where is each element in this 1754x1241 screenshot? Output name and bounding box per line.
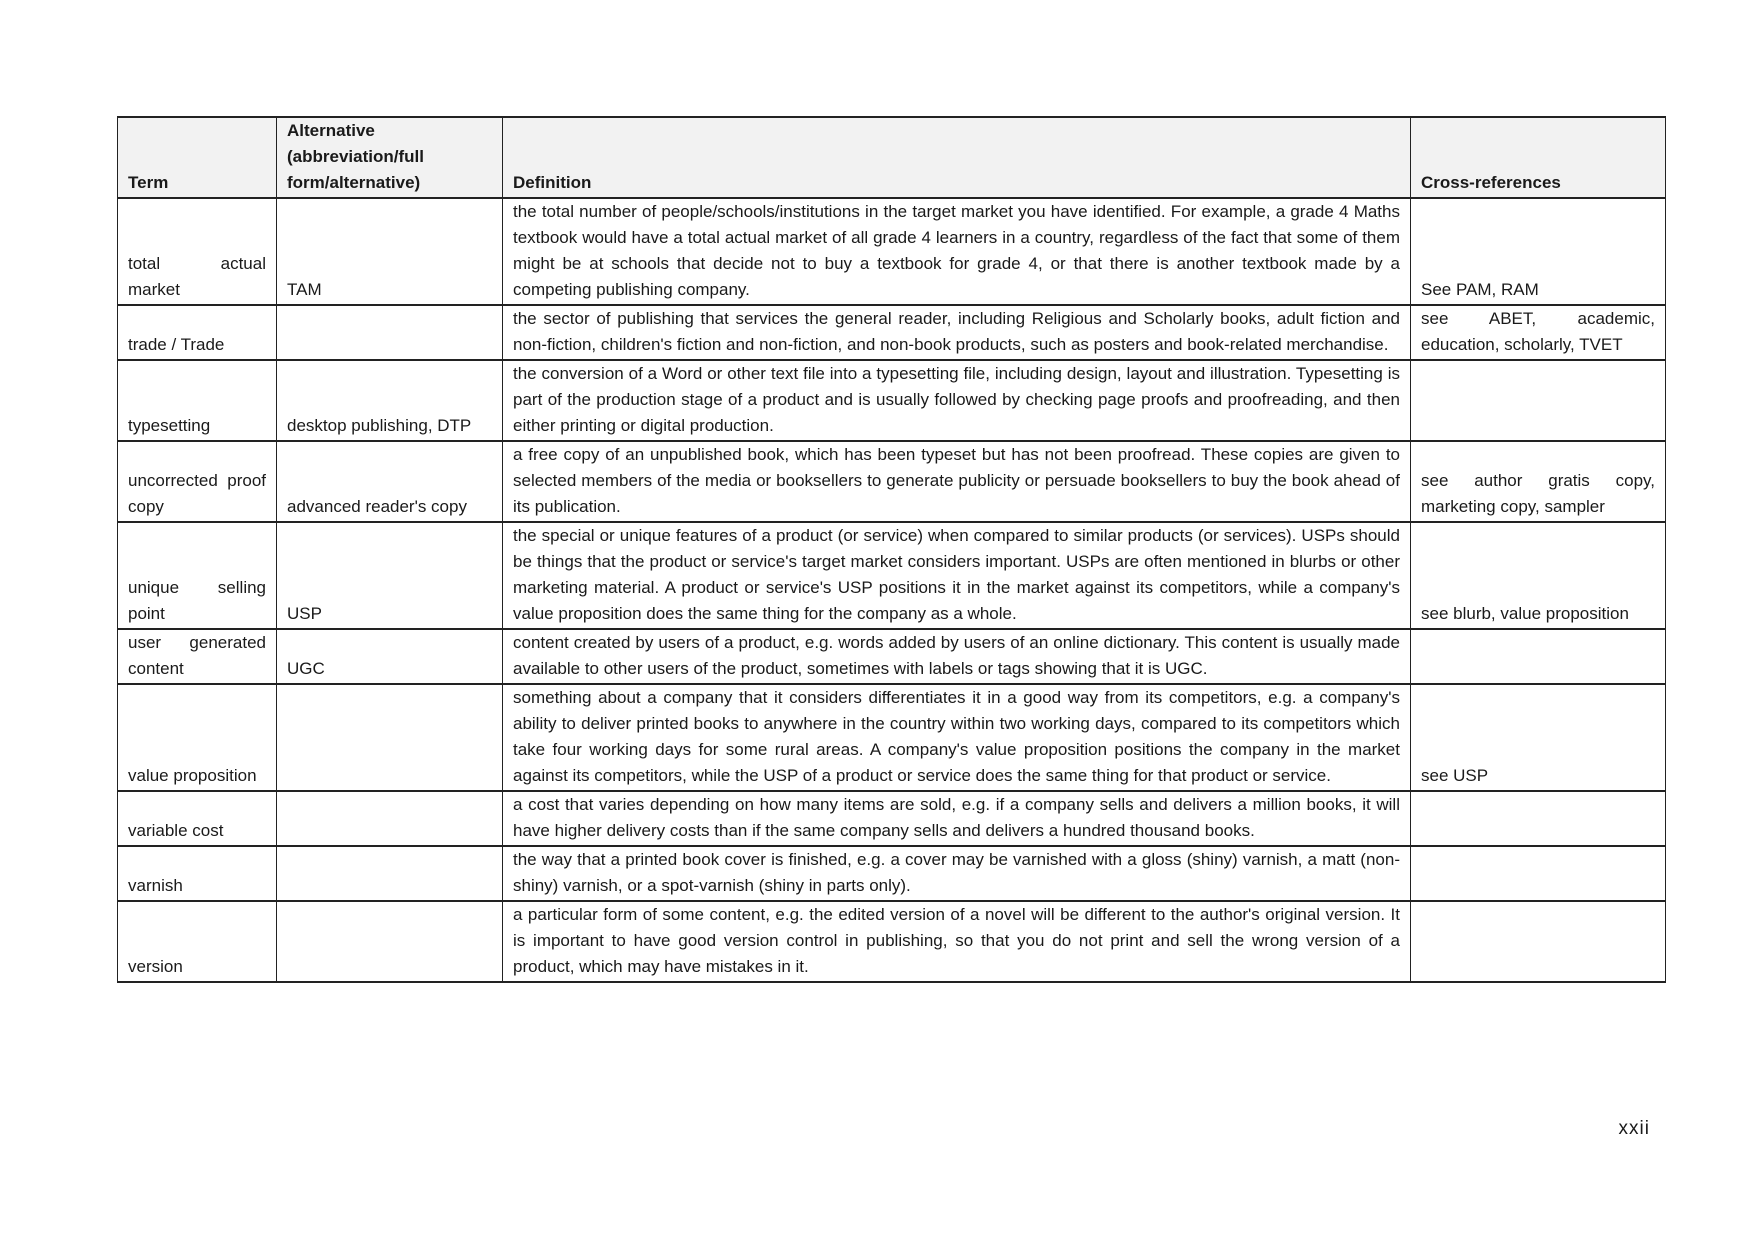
- table-row: [118, 846, 1666, 901]
- table-row: [118, 198, 1666, 305]
- term-cell: uncorrected proof copy: [118, 441, 277, 522]
- glossary-table: [117, 116, 1666, 983]
- definition-cell: something about a company that it considers differentiates it in a good way from its competitors, e.g. a company's ability to deliver printed books to anywhere in the country within two working days, compared to its competitors which take four working days for some rural areas. A company's value proposition positions the company in the market against its competitors, while the USP of a product or service does the same thing for that product or service.: [503, 684, 1411, 791]
- alternative-cell: [277, 901, 503, 982]
- alternative-cell: TAM: [277, 198, 503, 305]
- term-cell: typesetting: [118, 360, 277, 441]
- alternative-cell: [277, 791, 503, 846]
- page-number: xxii: [1618, 1118, 1650, 1139]
- term-cell: total actual market: [118, 198, 277, 305]
- table-header-row: [118, 117, 1666, 198]
- table-row: [118, 522, 1666, 629]
- definition-cell: the way that a printed book cover is finished, e.g. a cover may be varnished with a gloss (shiny) varnish, a matt (non-shiny) varnish, or a spot-varnish (shiny in parts only).: [503, 846, 1411, 901]
- table-row: [118, 791, 1666, 846]
- cross-references-cell: [1411, 846, 1666, 901]
- header-cross-references: Cross-references: [1411, 117, 1666, 198]
- term-cell: variable cost: [118, 791, 277, 846]
- definition-cell: the total number of people/schools/institutions in the target market you have identified. For example, a grade 4 Maths textbook would have a total actual market of all grade 4 learners in a country, regardless of the fact that some of them might be at schools that decide not to buy a textbook for grade 4, or that there is another textbook made by a competing publishing company.: [503, 198, 1411, 305]
- header-alternative: Alternative (abbreviation/full form/alternative): [277, 117, 503, 198]
- definition-cell: the sector of publishing that services the general reader, including Religious and Scholarly books, adult fiction and non-fiction, children's fiction and non-fiction, and non-book products, such as posters and book-related merchandise.: [503, 305, 1411, 360]
- cross-references-cell: [1411, 360, 1666, 441]
- cross-references-cell: see USP: [1411, 684, 1666, 791]
- term-cell: unique selling point: [118, 522, 277, 629]
- definition-cell: a free copy of an unpublished book, which has been typeset but has not been proofread. These copies are given to selected members of the media or booksellers to generate publicity or persuade booksellers to buy the book ahead of its publication.: [503, 441, 1411, 522]
- alternative-cell: [277, 684, 503, 791]
- cross-references-cell: see author gratis copy, marketing copy, sampler: [1411, 441, 1666, 522]
- cross-references-cell: see blurb, value proposition: [1411, 522, 1666, 629]
- cross-references-cell: [1411, 901, 1666, 982]
- cross-references-cell: [1411, 791, 1666, 846]
- alternative-cell: UGC: [277, 629, 503, 684]
- definition-cell: the conversion of a Word or other text file into a typesetting file, including design, layout and illustration. Typesetting is part of the production stage of a product and is usually followed by checking page proofs and proofreading, and then either printing or digital production.: [503, 360, 1411, 441]
- table-row: [118, 901, 1666, 982]
- cross-references-cell: see ABET, academic, education, scholarly, TVET: [1411, 305, 1666, 360]
- table-row: [118, 360, 1666, 441]
- term-cell: user generated content: [118, 629, 277, 684]
- alternative-cell: [277, 305, 503, 360]
- table-row: [118, 305, 1666, 360]
- definition-cell: the special or unique features of a product (or service) when compared to similar products (or services). USPs should be things that the product or service's target market considers important. USPs are often mentioned in blurbs or other marketing material. A product or service's USP positions it in the market against its competitors, while a company's value proposition does the same thing for the company as a whole.: [503, 522, 1411, 629]
- table-row: [118, 441, 1666, 522]
- table-row: [118, 629, 1666, 684]
- table-row: [118, 684, 1666, 791]
- alternative-cell: advanced reader's copy: [277, 441, 503, 522]
- alternative-cell: [277, 846, 503, 901]
- term-cell: version: [118, 901, 277, 982]
- term-cell: varnish: [118, 846, 277, 901]
- term-cell: value proposition: [118, 684, 277, 791]
- cross-references-cell: [1411, 629, 1666, 684]
- header-term: Term: [118, 117, 277, 198]
- definition-cell: a cost that varies depending on how many items are sold, e.g. if a company sells and delivers a million books, it will have higher delivery costs than if the same company sells and delivers a hundred thousand books.: [503, 791, 1411, 846]
- cross-references-cell: See PAM, RAM: [1411, 198, 1666, 305]
- alternative-cell: USP: [277, 522, 503, 629]
- definition-cell: a particular form of some content, e.g. the edited version of a novel will be different to the author's original version. It is important to have good version control in publishing, so that you do not print and sell the wrong version of a product, which may have mistakes in it.: [503, 901, 1411, 982]
- header-definition: Definition: [503, 117, 1411, 198]
- term-cell: trade / Trade: [118, 305, 277, 360]
- definition-cell: content created by users of a product, e.g. words added by users of an online dictionary. This content is usually made available to other users of the product, sometimes with labels or tags showing that it is UGC.: [503, 629, 1411, 684]
- alternative-cell: desktop publishing, DTP: [277, 360, 503, 441]
